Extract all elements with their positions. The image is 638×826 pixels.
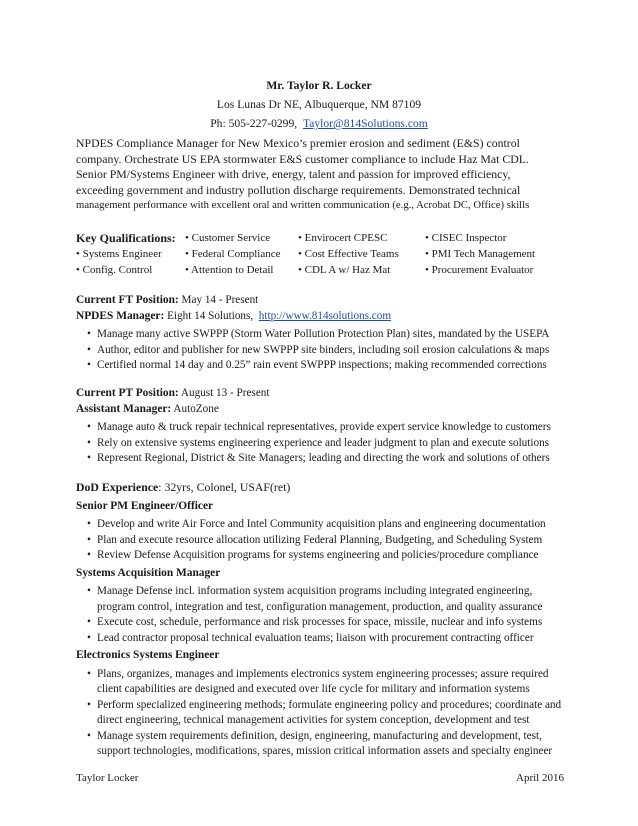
summary-line: management performance with excellent oral and written communication (e.g., Acrobat DC, Office) skills [76, 199, 530, 212]
list-item: • Manage auto & truck repair technical representatives, provide expert service knowledge to customers [76, 420, 566, 436]
pt-position-heading: Current PT Position: August 13 - Present [76, 387, 270, 399]
footer-name: Taylor Locker [76, 772, 139, 784]
candidate-name: Mr. Taylor R. Locker [266, 79, 372, 92]
list-item: • Certified normal 14 day and 0.25” rain event SWPPP inspections; making recommended corrections [76, 358, 566, 374]
role-bullets [76, 667, 566, 760]
kq-item: • Procurement Evaluator [425, 264, 534, 276]
list-item: • Plan and execute resource allocation utilizing Federal Planning, Budgeting, and Scheduling System [76, 533, 566, 549]
pt-role: Assistant Manager: AutoZone [76, 402, 219, 415]
ft-position-section [76, 293, 566, 374]
role-title: Senior PM Engineer/Officer [76, 499, 214, 512]
page-footer [76, 772, 564, 784]
phone: Ph: 505-227-0299, [210, 117, 298, 130]
kq-title: Key Qualifications: [76, 231, 176, 245]
pt-position-section [76, 386, 566, 467]
contact-line [0, 114, 638, 133]
key-qualifications [76, 230, 576, 278]
kq-item: • Federal Compliance [185, 248, 281, 260]
kq-item: • PMI Tech Management [425, 248, 536, 260]
list-item: • Perform specialized engineering methods; formulate engineering policy and procedures; coordinate and direct engineering, technical management activities for system conception, development and test [76, 698, 566, 729]
email-link[interactable]: Taylor@814Solutions.com [302, 117, 428, 130]
kq-item: • Attention to Detail [185, 264, 274, 276]
ft-bullets [76, 327, 566, 374]
summary-paragraph [76, 136, 564, 214]
list-item: • Manage many active SWPPP (Storm Water Pollution Protection Plan) sites, mandated by the USEPA [76, 327, 566, 343]
list-item: • Manage system requirements definition, design, engineering, manufacturing and development, test, support technologies, modifications, spares, mission critical information assets and specialty engineer [76, 729, 566, 760]
summary-line: Senior PM/Systems Engineer with drive, energy, talent and passion for improved efficiency, [76, 167, 511, 182]
dod-experience-section [76, 480, 566, 760]
kq-row [76, 262, 576, 278]
kq-item: • Config. Control [76, 264, 153, 276]
list-item: • Develop and write Air Force and Intel Community acquisition plans and engineering documentation [76, 517, 566, 533]
list-item: • Plans, organizes, manages and implements electronics system engineering processes; assure required client capabilities are designed and executed over life cycle for military and information systems [76, 667, 566, 698]
role-bullets [76, 517, 566, 564]
summary-line: exceeding government and industry pollution discharge requirements. Demonstrated technical [76, 182, 521, 197]
kq-item: • Envirocert CPESC [298, 232, 388, 244]
list-item: • Author, editor and publisher for new SWPPP site binders, including soil erosion calculations & maps [76, 343, 566, 359]
list-item: • Rely on extensive systems engineering experience and leader judgment to plan and execute solutions [76, 436, 566, 452]
list-item: • Manage Defense incl. information system acquisition programs including integrated engineering, program control, integration and test, configuration management, production, and quality assurance [76, 584, 566, 615]
summary-line: NPDES Compliance Manager for New Mexico’s premier erosion and sediment (E&S) control [76, 136, 520, 150]
pt-bullets [76, 420, 566, 467]
ft-role: NPDES Manager: Eight 14 Solutions, http://www.814solutions.com [76, 309, 392, 322]
list-item: • Represent Regional, District & Site Managers; leading and directing the work and solutions of others [76, 451, 566, 467]
kq-item: • Systems Engineer [76, 248, 162, 260]
footer-date: April 2016 [516, 772, 564, 784]
kq-item: • Cost Effective Teams [298, 248, 399, 260]
list-item: • Execute cost, schedule, performance and risk processes for space, missile, nuclear and info systems [76, 615, 566, 631]
ft-position-heading: Current FT Position: May 14 - Present [76, 294, 259, 306]
kq-row [76, 246, 576, 262]
company-website-link[interactable]: http://www.814solutions.com [258, 309, 392, 322]
summary-line: company. Orchestrate US EPA stormwater E&S customer compliance to include Haz Mat CDL. [76, 151, 529, 166]
role-title: Systems Acquisition Manager [76, 566, 221, 579]
resume-header [0, 76, 638, 133]
role-title: Electronics Systems Engineer [76, 649, 220, 661]
kq-item: • CDL A w/ Haz Mat [298, 264, 391, 276]
kq-item: • CISEC Inspector [425, 232, 507, 244]
dod-heading: DoD Experience: 32yrs, Colonel, USAF(ret) [76, 480, 291, 494]
address: Los Lunas Dr NE, Albuquerque, NM 87109 [216, 98, 422, 111]
list-item: • Lead contractor proposal technical evaluation teams; liaison with procurement contracting officer [76, 631, 566, 647]
kq-row [76, 230, 576, 246]
list-item: • Review Defense Acquisition programs for systems engineering and policies/procedure compliance [76, 548, 566, 564]
role-bullets [76, 584, 566, 646]
kq-item: • Customer Service [185, 232, 271, 244]
